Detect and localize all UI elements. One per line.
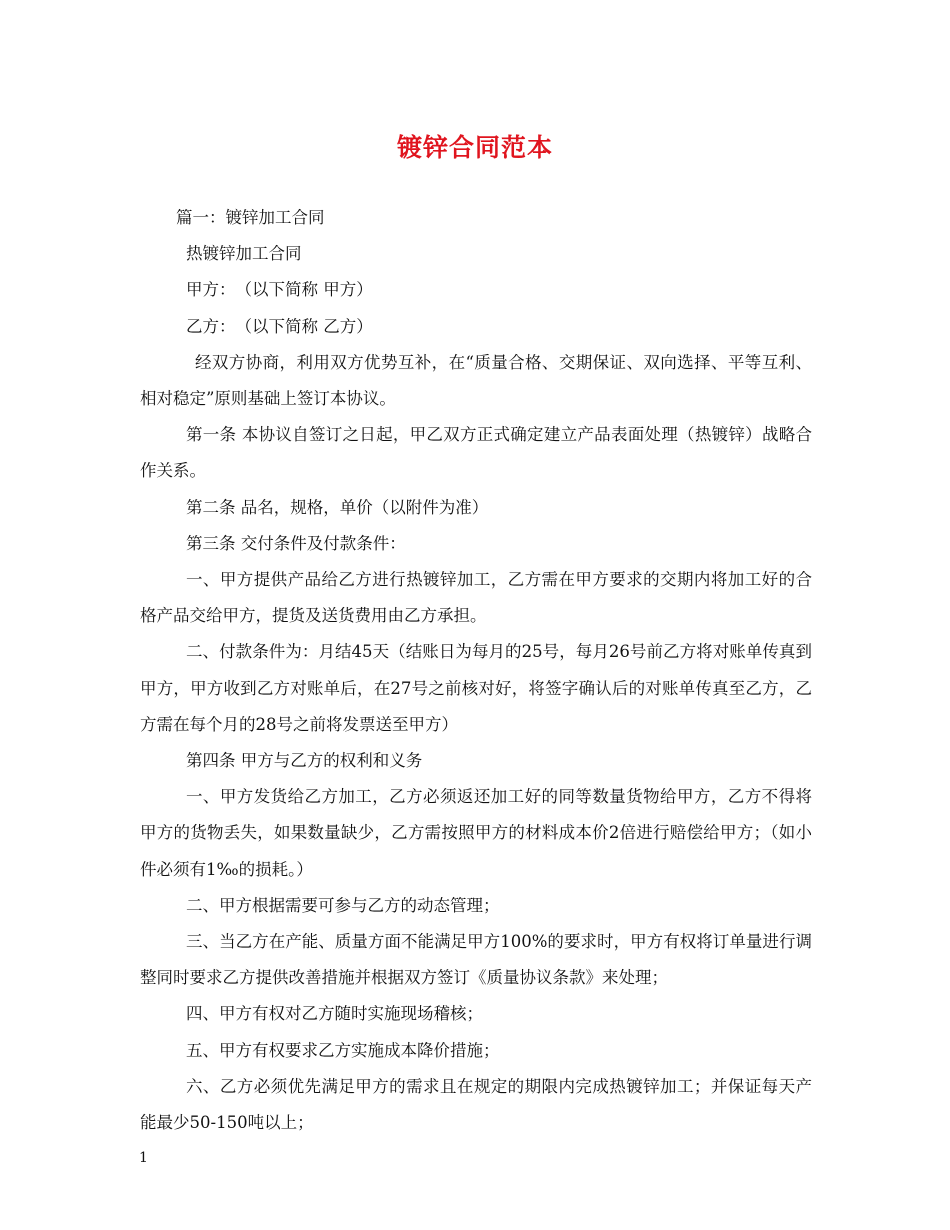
article-1: 第一条 本协议自签订之日起，甲乙双方正式确定建立产品表面处理（热镀锌）战略合作关系。 [140, 425, 812, 481]
article-4: 第四条 甲方与乙方的权利和义务 [186, 751, 423, 771]
article-3-item-1: 一、甲方提供产品给乙方进行热镀锌加工，乙方需在甲方要求的交期内将加工好的合格产品交给甲方，提货及送货费用由乙方承担。 [140, 570, 812, 626]
article-2: 第二条 品名，规格，单价（以附件为准） [186, 497, 489, 517]
article-4-item-3: 三、当乙方在产能、质量方面不能满足甲方100%的要求时，甲方有权将订单量进行调整同时要求乙方提供改善措施并根据双方签订《质量协议条款》来处理； [140, 932, 812, 988]
article-4-item-1: 一、甲方发货给乙方加工，乙方必须返还加工好的同等数量货物给甲方，乙方不得将甲方的货物丢失，如果数量缺少，乙方需按照甲方的材料成本价2倍进行赔偿给甲方；（如小件必须有1‰的损耗。） [140, 787, 812, 879]
document-title: 镀锌合同范本 [396, 133, 553, 162]
party-a-line: 甲方： （以下简称 甲方） [186, 280, 373, 300]
party-b-line: 乙方： （以下简称 乙方） [186, 316, 373, 336]
contract-name: 热镀锌加工合同 [186, 244, 302, 264]
article-4-item-4: 四、甲方有权对乙方随时实施现场稽核； [186, 1004, 483, 1024]
preamble-paragraph: 经双方协商，利用双方优势互补，在“质量合格、交期保证、双向选择、平等互利、相对稳定”原则基础上签订本协议。 [140, 352, 812, 409]
article-4-item-5: 五、甲方有权要求乙方实施成本降价措施； [186, 1040, 500, 1060]
document-body [140, 200, 812, 1141]
page-number: 1 [139, 1150, 148, 1166]
article-4-item-6: 六、乙方必须优先满足甲方的需求且在规定的期限内完成热镀锌加工；并保证每天产能最少50-150吨以上； [140, 1076, 812, 1133]
article-3-item-2: 二、付款条件为：月结45天（结账日为每月的25号，每月26号前乙方将对账单传真到甲方，甲方收到乙方对账单后，在27号之前核对好，将签字确认后的对账单传真至乙方，乙方需在每个月的28号之前将发票送至甲方） [140, 642, 812, 734]
section-heading: 篇一：镀锌加工合同 [176, 208, 325, 227]
article-4-item-2: 二、甲方根据需要可参与乙方的动态管理； [186, 895, 500, 915]
article-3: 第三条 交付条件及付款条件： [186, 533, 406, 553]
